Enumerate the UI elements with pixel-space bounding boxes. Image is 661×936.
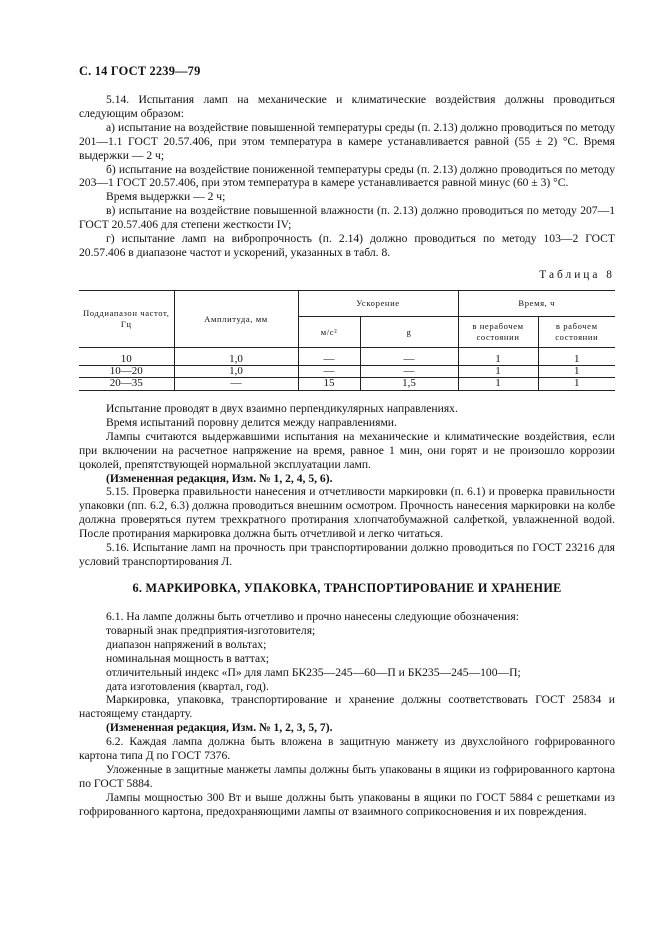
col-operating: в рабочем состоянии — [538, 317, 615, 348]
col-amplitude: Амплитуда, мм — [174, 291, 298, 348]
table-cell: 1 — [458, 348, 538, 366]
table-cell: 1 — [458, 366, 538, 378]
table-cell: 10 — [79, 348, 174, 366]
paragraph: Испытание проводят в двух взаимно перпендикулярных направлениях. — [106, 402, 458, 415]
paragraph: 5.14. Испытания ламп на механические и климатические воздействия должны проводиться следующим образом: — [79, 93, 615, 120]
table-cell: 1 — [538, 378, 615, 391]
table-cell: 1 — [538, 366, 615, 378]
col-g: g — [360, 317, 458, 348]
table-cell: — — [360, 348, 458, 366]
table-cell: 1,0 — [174, 348, 298, 366]
table-row — [79, 378, 615, 391]
col-frequency-range: Поддиапазон частот, Гц — [79, 291, 174, 348]
paragraph: Лампы мощностью 300 Вт и выше должны быть упакованы в ящики по ГОСТ 5884 с решетками из гофрированного картона, предохраняющими лампы от взаимного соприкосновения и их повреждения. — [79, 790, 615, 818]
section-5-14-cont — [79, 402, 615, 569]
table-cell: 1,0 — [174, 366, 298, 378]
table-cell: 1 — [458, 378, 538, 391]
list-item: дата изготовления (квартал, год). — [106, 679, 269, 693]
list-item: товарный знак предприятия-изготовителя; — [106, 623, 316, 637]
table-cell: 10—20 — [79, 366, 174, 378]
table-cell: 15 — [298, 378, 360, 391]
paragraph: 5.16. Испытание ламп на прочность при транспортировании должно проводиться по ГОСТ 23216 для условий транспортирования Л. — [79, 541, 615, 568]
amendment-note: (Измененная редакция, Изм. № 1, 2, 4, 5, 6). — [106, 471, 333, 485]
paragraph: б) испытание на воздействие пониженной температуры среды (п. 2.13) должно проводиться по методу 203—1 ГОСТ 20.57.406, при этом температура в камере устанавливается равной минус (60 ± 3) °С. — [79, 162, 615, 190]
list-item: диапазон напряжений в вольтах; — [106, 637, 267, 651]
col-time: Время, ч — [458, 291, 615, 317]
paragraph: Маркировка, упаковка, транспортирование и хранение должны соответствовать ГОСТ 25834 и настоящему стандарту. — [79, 693, 615, 721]
amendment-note: (Измененная редакция, Изм. № 1, 2, 3, 5, 7). — [106, 721, 333, 735]
col-non-operating: в нерабочем состоянии — [458, 317, 538, 348]
section-6 — [79, 610, 615, 819]
page-header: С. 14 ГОСТ 2239—79 — [79, 64, 201, 78]
table-row — [79, 366, 615, 378]
table-cell: 1,5 — [360, 378, 458, 391]
col-acceleration: Ускорение — [298, 291, 458, 317]
table-cell: 1 — [538, 348, 615, 366]
paragraph: г) испытание ламп на вибропрочность (п. 2.14) должно проводиться по методу 103—2 ГОСТ 20.57.406 в диапазоне частот и ускорений, указанных в табл. 8. — [79, 232, 615, 259]
paragraph: 5.15. Проверка правильности нанесения и отчетливости маркировки (п. 6.1) и проверка правильности упаковки (пп. 6.2, 6.3) должна проводиться внешним осмотром. Прочность нанесения маркировки на колбе должна проверяться путем трехкратного протирания хлопчатобумажной салфеткой, увлажненной водой. После протирания маркировка должна быть отчетливой и легко читаться. — [79, 485, 615, 541]
paragraph: Время выдержки — 2 ч; — [106, 190, 226, 204]
table-cell: — — [298, 366, 360, 378]
table-caption: Таблица 8 — [539, 269, 615, 281]
section-title: 6. МАРКИРОВКА, УПАКОВКА, ТРАНСПОРТИРОВАНИЕ И ХРАНЕНИЕ — [132, 581, 562, 595]
paragraph: в) испытание на воздействие повышенной влажности (п. 2.13) должно проводиться по методу 207—1 ГОСТ 20.57.406 для степени жесткости IV; — [79, 204, 615, 232]
section-5-14 — [79, 93, 615, 260]
paragraph: Время испытаний поровну делится между направлениями. — [106, 415, 397, 429]
table-cell: — — [174, 378, 298, 391]
paragraph: 6.2. Каждая лампа должна быть вложена в защитную манжету из двухслойного гофрированного картона типа Д по ГОСТ 7376. — [79, 735, 615, 763]
paragraph: а) испытание на воздействие повышенной температуры среды (п. 2.13) должно проводиться по методу 201—1.1 ГОСТ 20.57.406, при этом температура в камере устанавливается равной (55 ± 2) °С. Время выдержки — 2 ч; — [79, 120, 615, 162]
table-row — [79, 348, 615, 366]
table-cell: — — [360, 366, 458, 378]
col-ms2: м/с² — [298, 317, 360, 348]
table-cell: 20—35 — [79, 378, 174, 391]
list-item: номинальная мощность в ваттах; — [106, 651, 270, 665]
paragraph: Уложенные в защитные манжеты лампы должны быть упакованы в ящики из гофрированного картона по ГОСТ 5884. — [79, 762, 615, 790]
paragraph: 6.1. На лампе должны быть отчетливо и прочно нанесены следующие обозначения: — [106, 610, 519, 623]
table-cell: — — [298, 348, 360, 366]
paragraph: Лампы считаются выдержавшими испытания на механические и климатические воздействия, если при включении на расчетное напряжение на время, равное 1 мин, они горят и не произошло коррозии цоколей, препятствующей нормальной эксплуатации ламп. — [79, 429, 615, 471]
vibration-table — [79, 290, 615, 391]
list-item: отличительный индекс «П» для ламп БК235—245—60—П и БК235—245—100—П; — [106, 665, 521, 679]
